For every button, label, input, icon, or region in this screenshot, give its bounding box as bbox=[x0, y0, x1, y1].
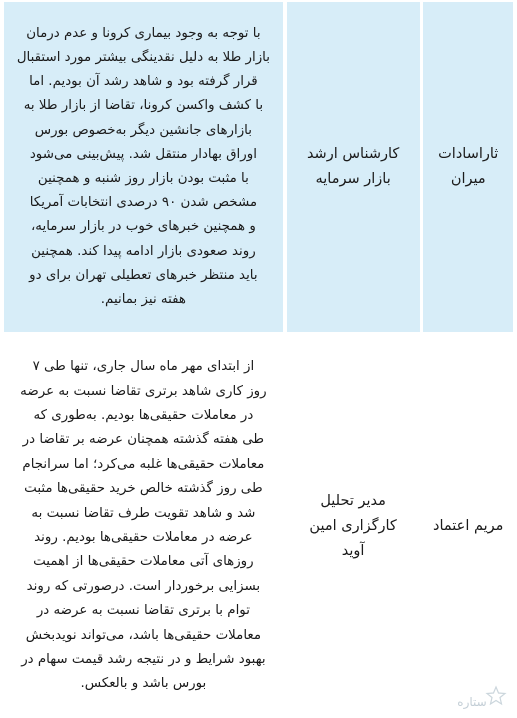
interview-table bbox=[4, 2, 513, 716]
column-divider bbox=[283, 336, 287, 716]
column-divider bbox=[420, 336, 424, 716]
opinion-text: با توجه به وجود بیماری کرونا و عدم درمان بازار طلا به دلیل نقدینگی بیشتر مورد استقبال قرار گرفته بود و شاهد رشد آن بودیم. اما با کشف واکسن کرونا، تقاضا از بازار طلا به بازارهای جانشین دیگر به‌خصوص بورس اوراق بهادار منتقل شد. پیش‌بینی می‌شود با مثبت بودن بازار روز شنبه و همچنین مشخص شدن ۹۰ درصدی انتخابات آمریکا و همچنین خبرهای خوب در بازار سرمایه، روند صعودی بازار ادامه پیدا کند. همچنین باید منتظر خبرهای تعطیلی تهران برای دو هفته نیز بمانیم. bbox=[16, 25, 270, 308]
person-role: کارشناس ارشد بازار سرمایه bbox=[306, 146, 400, 187]
site-watermark-logo bbox=[452, 684, 508, 712]
person-name: مریم اعتماد bbox=[433, 517, 504, 534]
opinion-cell bbox=[4, 336, 283, 716]
role-cell bbox=[287, 336, 420, 716]
role-cell bbox=[287, 2, 420, 332]
table-row bbox=[4, 336, 513, 716]
person-role: مدیر تحلیل کارگزاری امین آوید bbox=[309, 492, 397, 559]
opinion-text: از ابتدای مهر ماه سال جاری، تنها طی ۷ روز کاری شاهد برتری تقاضا نسبت به عرضه در معاملات حقیقی‌ها بودیم. به‌طوری که طی هفته گذشته همچنان عرضه بر تقاضا در معاملات حقیقی‌ها غلبه می‌کرد؛ اما سرانجام طی روز گذشته خالص خرید حقیقی‌ها مثبت شد و شاهد تقویت طرف تقاضا نسبت به عرضه در معاملات حقیقی‌ها بودیم. روند روزهای آتی معاملات حقیقی‌ها از اهمیت بسزایی برخوردار است. درصورتی که روند توام با برتری تقاضا نسبت به عرضه در معاملات حقیقی‌ها باشد، می‌تواند نویدبخش بهبود شرایط و در نتیجه رشد قیمت سهام در بورس باشد و بالعکس. bbox=[20, 359, 267, 692]
opinion-cell bbox=[4, 2, 283, 332]
name-cell bbox=[423, 336, 513, 716]
table-row bbox=[4, 2, 513, 332]
column-divider bbox=[283, 2, 287, 332]
person-name: ثاراسادات میران bbox=[438, 146, 499, 187]
column-divider bbox=[420, 2, 424, 332]
name-cell bbox=[423, 2, 513, 332]
watermark-text: ستاره bbox=[457, 695, 487, 709]
